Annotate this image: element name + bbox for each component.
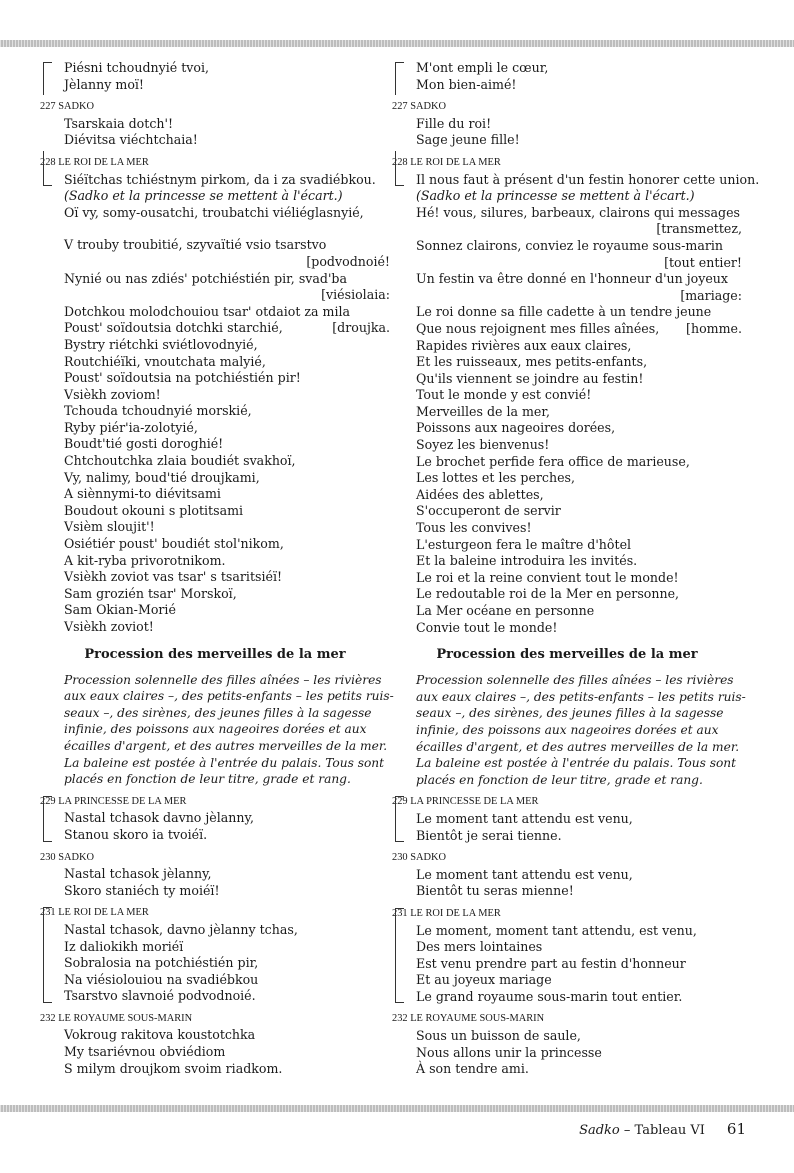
verse-line: Qu'ils viennent se joindre au festin! [416,370,644,386]
verse-line: Tchouda tchoudnyié morskié, [64,403,252,419]
verse-line: Vsièkh zoviot vas tsar' s tsaritsiéï! [64,569,283,585]
verse-line: Sam Okian-Morié [64,602,176,618]
verse-line: Des mers lointaines [416,939,543,955]
speaker-label: 229 LA PRINCESSE DE LA MER [40,795,187,807]
speaker-label: 227 SADKO [40,101,94,113]
stage-direction-line: Procession solennelle des filles aînées – les rivières [64,672,382,687]
page-number: 61 [726,1120,746,1138]
verse-line: M'ont empli le cœur, [416,60,549,75]
verse-line: Le roi et la reine convient tout le monde! [416,569,679,585]
page-footer [579,1120,746,1138]
section-title: Procession des merveilles de la mer [436,647,698,663]
verse-line: L'esturgeon fera le maître d'hôtel [416,536,632,552]
verse-line: Dotchkou molodchouiou tsar' otdaiot za mila [64,303,351,319]
top-border-band [0,40,794,47]
verse-line: Routchiéïki, vnoutchata malyié, [64,353,266,369]
verse-line: Vokroug rakitova koustotchka [64,1027,256,1043]
verse-line: Nastal tchasok jèlanny, [64,866,212,882]
stage-direction: (Sadko et la princesse se mettent à l'écart.) [416,188,695,204]
verse-line: Mon bien-aimé! [416,76,517,92]
verse-line: Sous un buisson de saule, [416,1028,581,1044]
speaker-label: 231 LE ROI DE LA MER [40,907,149,919]
verse-block-229 [40,794,390,844]
verse-continuation: [viésiolaia: [321,287,390,303]
verse-block-228-cont [40,188,390,635]
verse-line: Et au joyeux mariage [416,972,552,988]
verse-line: Le moment, moment tant attendu, est venu, [416,922,697,938]
verse-line: Iz daliokikh moriéï [64,938,184,954]
verse-block-231 [392,906,742,1006]
verse-line: Chtchoutchka zlaia boudiét svakhoï, [64,453,296,469]
verse-line: Skoro staniéch ty moiéï! [64,882,220,898]
verse-line: Le moment tant attendu est venu, [416,810,633,826]
stage-direction-line: placés en fonction de leur titre, grade et rang. [416,772,703,787]
verse-line: Tsarskaia dotch'! [64,115,174,131]
verse-line: S milym droujkom svoim riadkom. [64,1060,283,1076]
stage-direction-line: La baleine est postée à l'entrée du palais. Tous sont [64,755,385,770]
stage-direction-line: infinie, des poissons aux nageoires dorées et aux [64,722,367,737]
verse-line: Oï vy, somy-ousatchi, troubatchi viéliéglasnyié, [64,204,364,220]
stage-direction-line: écailles d'argent, et des autres merveilles de la mer. [416,739,740,754]
verse-block-228 [392,155,760,188]
verse-line: Nastal tchasok, davno jèlanny tchas, [64,921,298,937]
verse-line: Rapides rivières aux eaux claires, [416,337,632,353]
verse-line: Poust' soïdoutsia dotchki starchié, [droujka. [64,320,390,336]
verse-continuation: [tout entier! [664,254,742,270]
verse-block-continued [392,60,742,93]
stage-direction-block [392,672,746,788]
speaker-label: 232 LE ROYAUME SOUS-MARIN [40,1012,193,1024]
stage-direction-line: aux eaux claires –, des petits-enfants – les petits ruis- [416,689,746,704]
verse-block-232 [40,1011,390,1077]
bottom-border-band [0,1105,794,1112]
verse-line: Piésni tchoudnyié tvoi, [64,60,210,75]
verse-line: Vsièkh zoviom! [64,386,161,402]
speaker-label: 230 SADKO [392,852,446,864]
speaker-label: 232 LE ROYAUME SOUS-MARIN [392,1013,545,1025]
verse-line: Merveilles de la mer, [416,403,551,419]
verse-line: Vy, nalimy, boud'tié droujkami, [64,469,260,485]
verse-line: Jèlanny moï! [64,76,144,92]
verse-line: Il nous faut à présent d'un festin honorer cette union. [416,171,760,187]
verse-line: Que nous rejoignent mes filles aînées, [homme. [416,320,742,336]
verse-line: Diévitsa viéchtchaia! [64,132,198,148]
verse-line: Le redoutable roi de la Mer en personne, [416,586,680,602]
verse-line: Ryby piér'ia-zolotyié, [64,419,198,435]
speaker-label: 227 SADKO [392,101,446,113]
speaker-label: 231 LE ROI DE LA MER [392,907,501,919]
verse-block-227 [40,99,390,149]
verse-line: My tsariévnou obviédiom [64,1044,226,1060]
verse-line: Vsièkh zoviot! [64,619,154,634]
verse-line: Le brochet perfide fera office de marieuse, [416,453,690,469]
verse-line: V trouby troubitié, szyvaïtié vsio tsarstvo [64,237,327,253]
verse-block-228 [40,155,390,188]
verse-line: Sage jeune fille! [416,132,520,148]
verse-line: Tout le monde y est convié! [416,387,592,403]
verse-line: Les lottes et les perches, [416,470,576,486]
verse-continuation: [podvodnoié! [306,253,390,269]
verse-line: Stanou skoro ia tvoiéï. [64,826,208,842]
stage-direction-line: La baleine est postée à l'entrée du palais. Tous sont [416,756,737,771]
verse-line: Nynié ou nas zdiés' potchiéstién pir, svad'ba [64,270,347,286]
verse-line: Na viésiolouiou na svadiébkou [64,971,259,987]
verse-line: Le grand royaume sous-marin tout entier. [416,988,683,1004]
stage-direction-block [40,672,394,788]
verse-block-231 [40,905,390,1005]
verse-line: Le roi donne sa fille cadette à un tendre jeune [416,304,712,320]
verse-line: Un festin va être donné en l'honneur d'un joyeux [416,271,729,287]
verse-line: Bientôt je serai tienne. [416,827,562,843]
verse-continuation: [mariage: [680,287,742,303]
stage-direction-line: seaux –, des sirènes, des jeunes filles à la sagesse [416,706,724,721]
verse-line: Tous les convives! [416,520,532,536]
verse-line: La Mer océane en personne [416,603,595,618]
verse-line: Boudt'tié gosti doroghié! [64,436,224,452]
verse-line: Aidées des ablettes, [416,486,544,502]
verse-line: Sobralosia na potchiéstién pir, [64,955,259,971]
speaker-label: 229 LA PRINCESSE DE LA MER [392,796,539,808]
verse-continuation: [transmettez, [656,221,742,237]
verse-line: Hé! vous, silures, barbeaux, clairons qui messages [416,204,740,220]
verse-block-continued [40,60,390,93]
verse-line: Fille du roi! [416,115,492,131]
verse-line: Siéïtchas tchiéstnym pirkom, da i za svadiébkou. [64,171,376,187]
verse-block-230 [40,850,390,900]
verse-line: Tsarstvo slavnoié podvodnoié. [64,988,256,1004]
speaker-label: 228 LE ROI DE LA MER [392,156,501,168]
verse-line: Osiétiér poust' boudiét stol'nikom, [64,536,284,552]
tableau-label: Tableau VI [634,1123,705,1138]
verse-line: Convie tout le monde! [416,619,558,635]
section-title: Procession des merveilles de la mer [84,646,346,662]
verse-line: Sonnez clairons, conviez le royaume sous-marin [416,237,724,253]
left-column [40,60,394,1077]
verse-block-230 [392,850,742,900]
verse-line: Et la baleine introduira les invités. [416,553,638,569]
verse-block-228-cont [392,188,742,636]
verse-line: Bystry riétchki sviétlovodnyié, [64,336,258,352]
verse-line: Poust' soïdoutsia na potchiéstién pir! [64,370,301,386]
stage-direction-line: infinie, des poissons aux nageoires dorées et aux [416,722,719,737]
verse-line: Est venu prendre part au festin d'honneur [416,955,686,971]
verse-line: Nastal tchasok davno jèlanny, [64,810,254,826]
verse-line: Boudout okouni s plotitsami [64,502,244,518]
speaker-label: 230 SADKO [40,851,94,863]
speaker-label: 228 LE ROI DE LA MER [40,156,149,168]
work-title: Sadko [579,1123,620,1138]
verse-line: À son tendre ami. [416,1061,529,1077]
stage-direction: (Sadko et la princesse se mettent à l'écart.) [64,188,343,204]
verse-line: S'occuperont de servir [416,503,561,519]
right-column [392,60,760,1078]
verse-line: Et les ruisseaux, mes petits-enfants, [416,354,648,370]
verse-line: Poissons aux nageoires dorées, [416,420,616,436]
verse-block-232 [392,1011,742,1077]
verse-line: Nous allons unir la princesse [416,1044,602,1060]
verse-line: A siènnymi-to diévitsami [64,486,221,502]
stage-direction-line: Procession solennelle des filles aînées – les rivières [416,673,734,688]
verse-block-229 [392,794,742,844]
verse-block-227 [392,99,742,149]
verse-line: Vsièm sloujit'! [64,519,155,535]
verse-line: Bientôt tu seras mienne! [416,883,574,899]
stage-direction-line: placés en fonction de leur titre, grade et rang. [64,772,351,787]
stage-direction-line: aux eaux claires –, des petits-enfants – les petits ruis- [64,689,394,704]
verse-line: A kit-ryba privorotnikom. [64,552,226,568]
verse-line: Le moment tant attendu est venu, [416,866,633,882]
verse-line: Sam grozién tsar' Morskoï, [64,585,237,601]
stage-direction-line: écailles d'argent, et des autres merveilles de la mer. [64,738,388,753]
footer-separator: – [619,1123,635,1138]
stage-direction-line: seaux –, des sirènes, des jeunes filles à la sagesse [64,705,372,720]
verse-line: Soyez les bienvenus! [416,437,550,453]
